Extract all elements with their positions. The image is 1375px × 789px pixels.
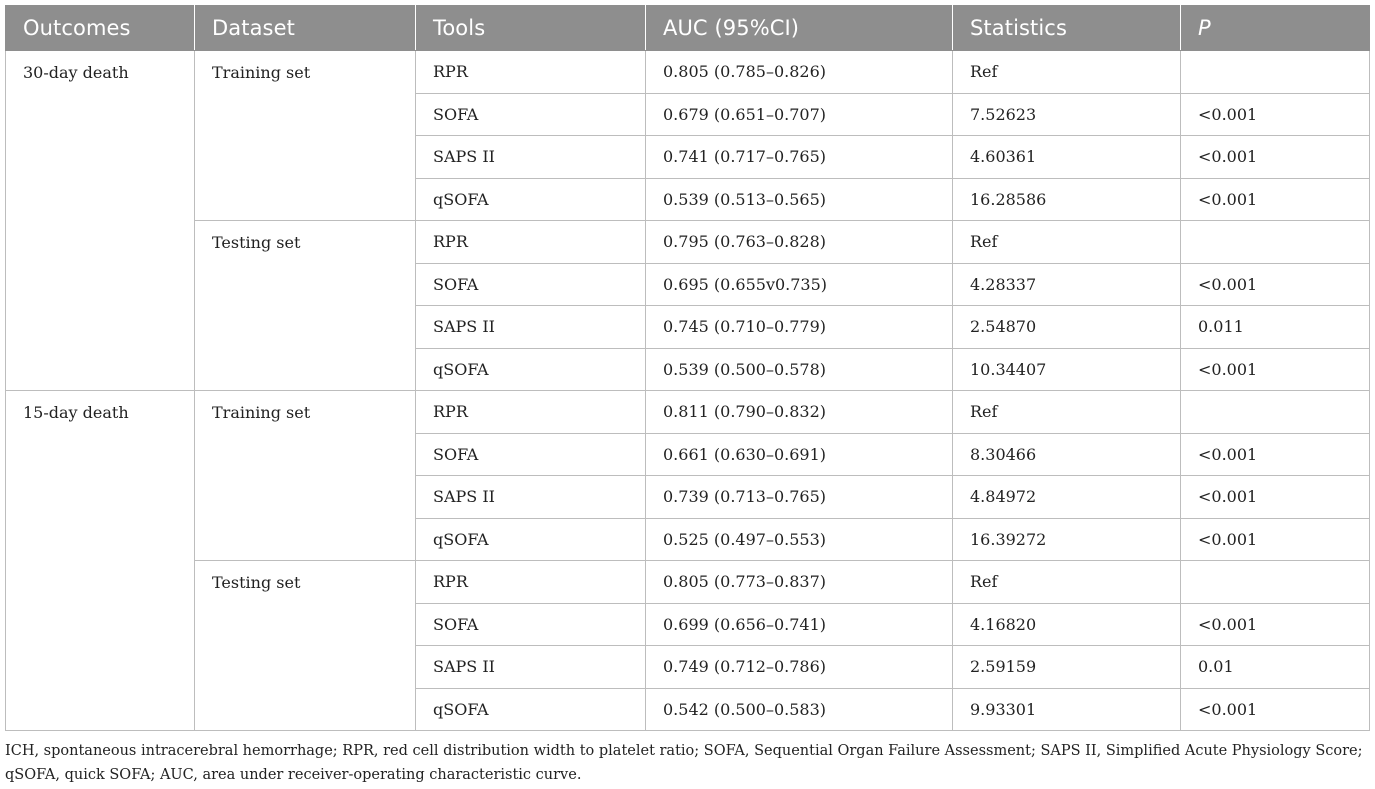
tool-cell: qSOFA [416,178,646,221]
p-value-cell: <0.001 [1181,688,1370,731]
statistics-cell: 8.30466 [953,433,1181,476]
tool-cell: RPR [416,51,646,94]
statistics-cell: 4.60361 [953,136,1181,179]
dataset-cell: Testing set [195,561,416,731]
header-row [6,5,1370,51]
statistics-cell: 16.28586 [953,178,1181,221]
p-value-cell: <0.001 [1181,178,1370,221]
tool-cell: SOFA [416,433,646,476]
auc-cell: 0.741 (0.717–0.765) [646,136,953,179]
tool-cell: RPR [416,391,646,434]
table-body [6,51,1370,731]
p-value-cell: <0.001 [1181,476,1370,519]
p-value-cell: <0.001 [1181,93,1370,136]
table-row [6,391,1370,434]
tool-cell: RPR [416,221,646,264]
statistics-cell: 16.39272 [953,518,1181,561]
header-auc: AUC (95%CI) [646,5,953,51]
p-value-cell [1181,391,1370,434]
auc-cell: 0.745 (0.710–0.779) [646,306,953,349]
p-value-cell: <0.001 [1181,518,1370,561]
auc-cell: 0.695 (0.655v0.735) [646,263,953,306]
auc-comparison-table [5,5,1370,731]
auc-cell: 0.699 (0.656–0.741) [646,603,953,646]
p-value-cell: <0.001 [1181,603,1370,646]
tool-cell: SAPS II [416,646,646,689]
dataset-cell: Testing set [195,221,416,391]
auc-cell: 0.739 (0.713–0.765) [646,476,953,519]
results-table-container [5,5,1369,731]
auc-cell: 0.525 (0.497–0.553) [646,518,953,561]
p-value-cell: <0.001 [1181,433,1370,476]
p-value-cell [1181,221,1370,264]
table-header [6,5,1370,51]
auc-cell: 0.805 (0.785–0.826) [646,51,953,94]
auc-cell: 0.661 (0.630–0.691) [646,433,953,476]
table-row [6,561,1370,604]
p-value-cell: <0.001 [1181,263,1370,306]
tool-cell: SOFA [416,93,646,136]
auc-cell: 0.539 (0.500–0.578) [646,348,953,391]
table-row [6,221,1370,264]
p-value-cell: <0.001 [1181,136,1370,179]
header-tools: Tools [416,5,646,51]
p-value-cell: <0.001 [1181,348,1370,391]
statistics-cell: 4.84972 [953,476,1181,519]
auc-cell: 0.811 (0.790–0.832) [646,391,953,434]
tool-cell: SAPS II [416,476,646,519]
p-value-cell: 0.01 [1181,646,1370,689]
statistics-cell: 2.54870 [953,306,1181,349]
statistics-cell: Ref [953,561,1181,604]
statistics-cell: Ref [953,221,1181,264]
tool-cell: SAPS II [416,306,646,349]
auc-cell: 0.539 (0.513–0.565) [646,178,953,221]
header-outcomes: Outcomes [6,5,195,51]
statistics-cell: Ref [953,51,1181,94]
statistics-cell: 7.52623 [953,93,1181,136]
auc-cell: 0.749 (0.712–0.786) [646,646,953,689]
dataset-cell: Training set [195,391,416,561]
statistics-cell: 4.16820 [953,603,1181,646]
auc-cell: 0.542 (0.500–0.583) [646,688,953,731]
p-value-cell: 0.011 [1181,306,1370,349]
table-footnote: ICH, spontaneous intracerebral hemorrhage; RPR, red cell distribution width to platelet ratio; SOFA, Sequential Organ Failure Assessment; SAPS II, Simplified Acute Physiology Score; qSOFA, quick SOFA; AUC, area under receiver-operating characteristic curve. [5,743,1363,783]
header-dataset: Dataset [195,5,416,51]
statistics-cell: 9.93301 [953,688,1181,731]
auc-cell: 0.679 (0.651–0.707) [646,93,953,136]
auc-cell: 0.805 (0.773–0.837) [646,561,953,604]
outcome-cell: 30-day death [6,51,195,391]
tool-cell: qSOFA [416,518,646,561]
statistics-cell: 10.34407 [953,348,1181,391]
header-statistics: Statistics [953,5,1181,51]
tool-cell: SOFA [416,603,646,646]
tool-cell: RPR [416,561,646,604]
tool-cell: qSOFA [416,348,646,391]
tool-cell: qSOFA [416,688,646,731]
dataset-cell: Training set [195,51,416,221]
statistics-cell: 2.59159 [953,646,1181,689]
outcome-cell: 15-day death [6,391,195,731]
table-row [6,51,1370,94]
tool-cell: SOFA [416,263,646,306]
auc-cell: 0.795 (0.763–0.828) [646,221,953,264]
p-value-cell [1181,561,1370,604]
p-value-cell [1181,51,1370,94]
header-p-value: P [1181,5,1370,51]
tool-cell: SAPS II [416,136,646,179]
statistics-cell: Ref [953,391,1181,434]
statistics-cell: 4.28337 [953,263,1181,306]
